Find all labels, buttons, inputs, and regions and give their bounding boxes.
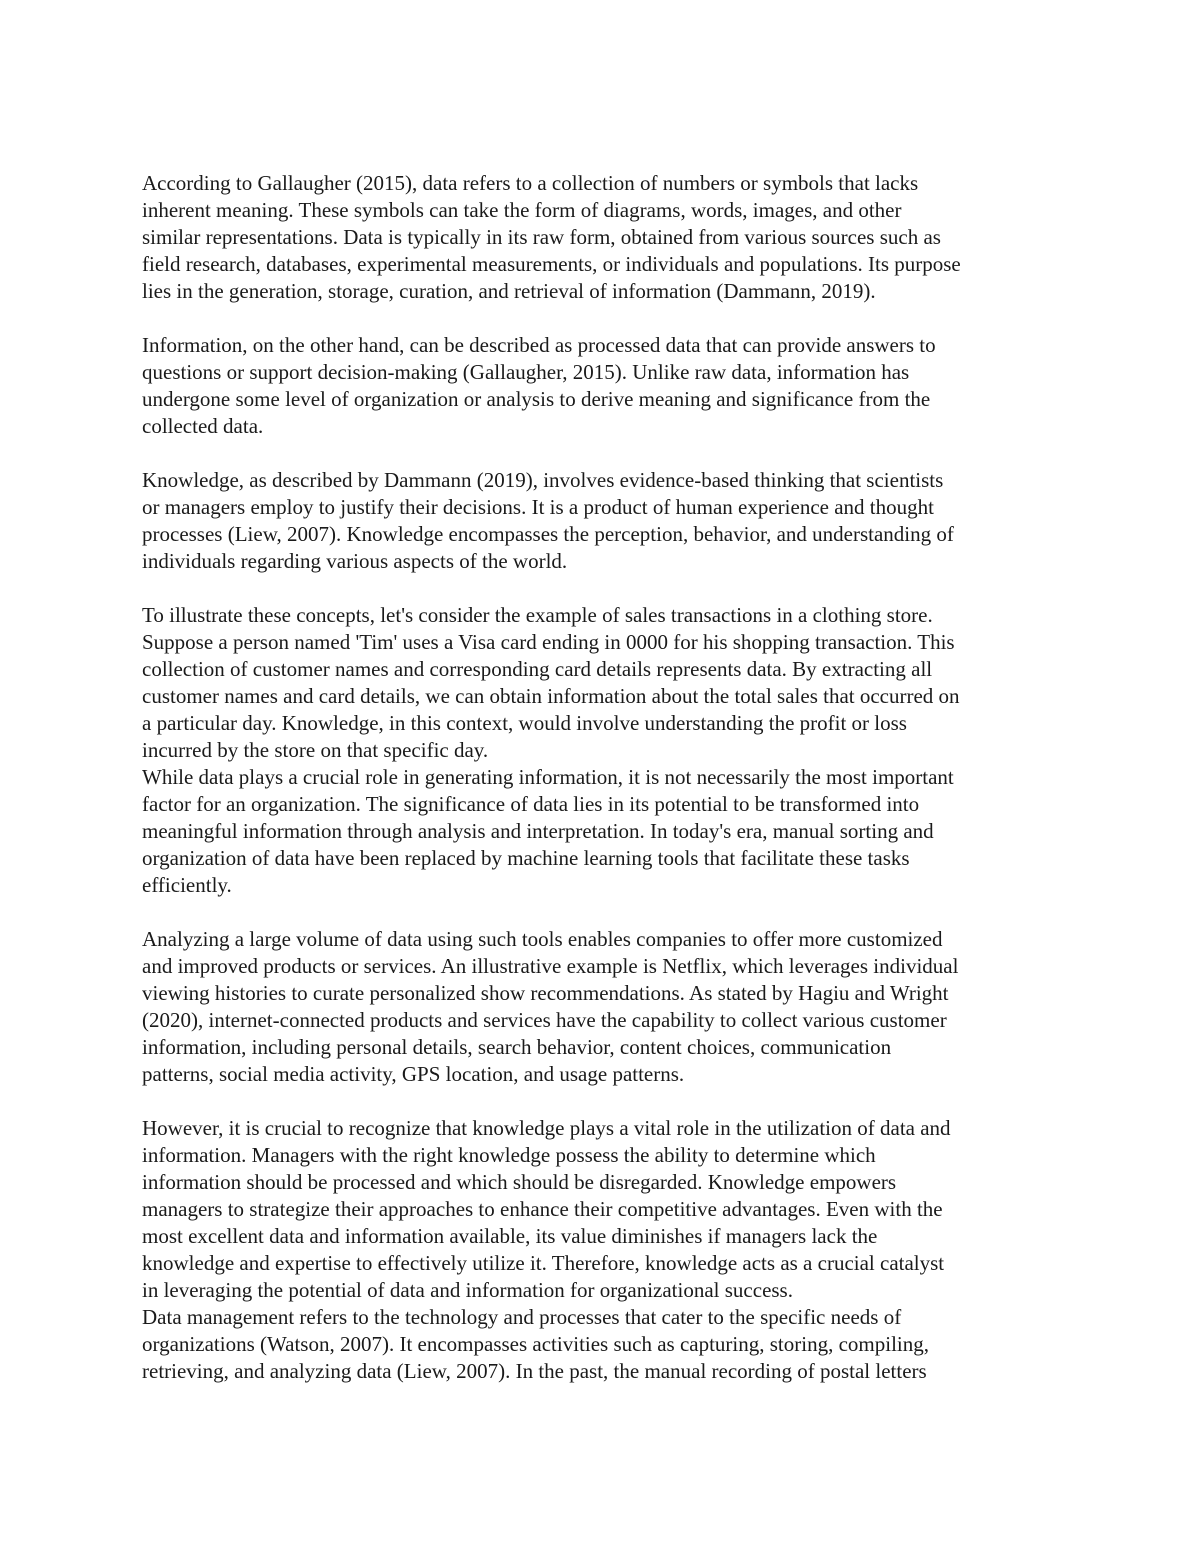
paragraph-spacer (142, 899, 1072, 926)
paragraph-spacer (142, 1088, 1072, 1115)
paragraph-spacer (142, 575, 1072, 602)
paragraph-knowledge-role: However, it is crucial to recognize that knowledge plays a vital role in the utilization of data and information. Managers with the right knowledge possess the ability to determine which information should be processed and which should be disregarded. Knowledge empowers managers to strategize their approaches to enhance their competitive advantages. Even with the most excellent data and information available, its value diminishes if managers lack the knowledge and expertise to effectively utilize it. Therefore, knowledge acts as a crucial catalyst in leveraging the potential of data and information for organizational success. (142, 1116, 951, 1302)
paragraph-knowledge-definition: Knowledge, as described by Dammann (2019), involves evidence-based thinking that scientists or managers employ to justify their decisions. It is a product of human experience and thought processes (Liew, 2007). Knowledge encompasses the perception, behavior, and understanding of individuals regarding various aspects of the world. (142, 468, 954, 573)
paragraph-data-role: While data plays a crucial role in generating information, it is not necessarily the most important factor for an organization. The significance of data lies in its potential to be transformed into meaningful information through analysis and interpretation. In today's era, manual sorting and organization of data have been replaced by machine learning tools that facilitate these tasks efficiently. (142, 765, 954, 897)
paragraph-sales-example: To illustrate these concepts, let's consider the example of sales transactions in a clothing store. Suppose a person named 'Tim' uses a Visa card ending in 0000 for his shopping transaction. This collection of customer names and corresponding card details represents data. By extracting all customer names and card details, we can obtain information about the total sales that occurred on a particular day. Knowledge, in this context, would involve understanding the profit or loss incurred by the store on that specific day. (142, 603, 960, 762)
document-body (142, 170, 1072, 1385)
paragraph-spacer (142, 305, 1072, 332)
paragraph-data-management: Data management refers to the technology and processes that cater to the specific needs of organizations (Watson, 2007). It encompasses activities such as capturing, storing, compiling, retrieving, and analyzing data (Liew, 2007). In the past, the manual recording of postal letters (142, 1305, 930, 1383)
paragraph-netflix-example: Analyzing a large volume of data using such tools enables companies to offer more customized and improved products or services. An illustrative example is Netflix, which leverages individual viewing histories to curate personalized show recommendations. As stated by Hagiu and Wright (2020), internet-connected products and services have the capability to collect various customer information, including personal details, search behavior, content choices, communication patterns, social media activity, GPS location, and usage patterns. (142, 927, 959, 1086)
paragraph-data-definition: According to Gallaugher (2015), data refers to a collection of numbers or symbols that lacks inherent meaning. These symbols can take the form of diagrams, words, images, and other similar representations. Data is typically in its raw form, obtained from various sources such as field research, databases, experimental measurements, or individuals and populations. Its purpose lies in the generation, storage, curation, and retrieval of information (Dammann, 2019). (142, 171, 961, 303)
paragraph-spacer (142, 440, 1072, 467)
paragraph-information-definition: Information, on the other hand, can be described as processed data that can provide answers to questions or support decision-making (Gallaugher, 2015). Unlike raw data, information has undergone some level of organization or analysis to derive meaning and significance from the collected data. (142, 333, 936, 438)
